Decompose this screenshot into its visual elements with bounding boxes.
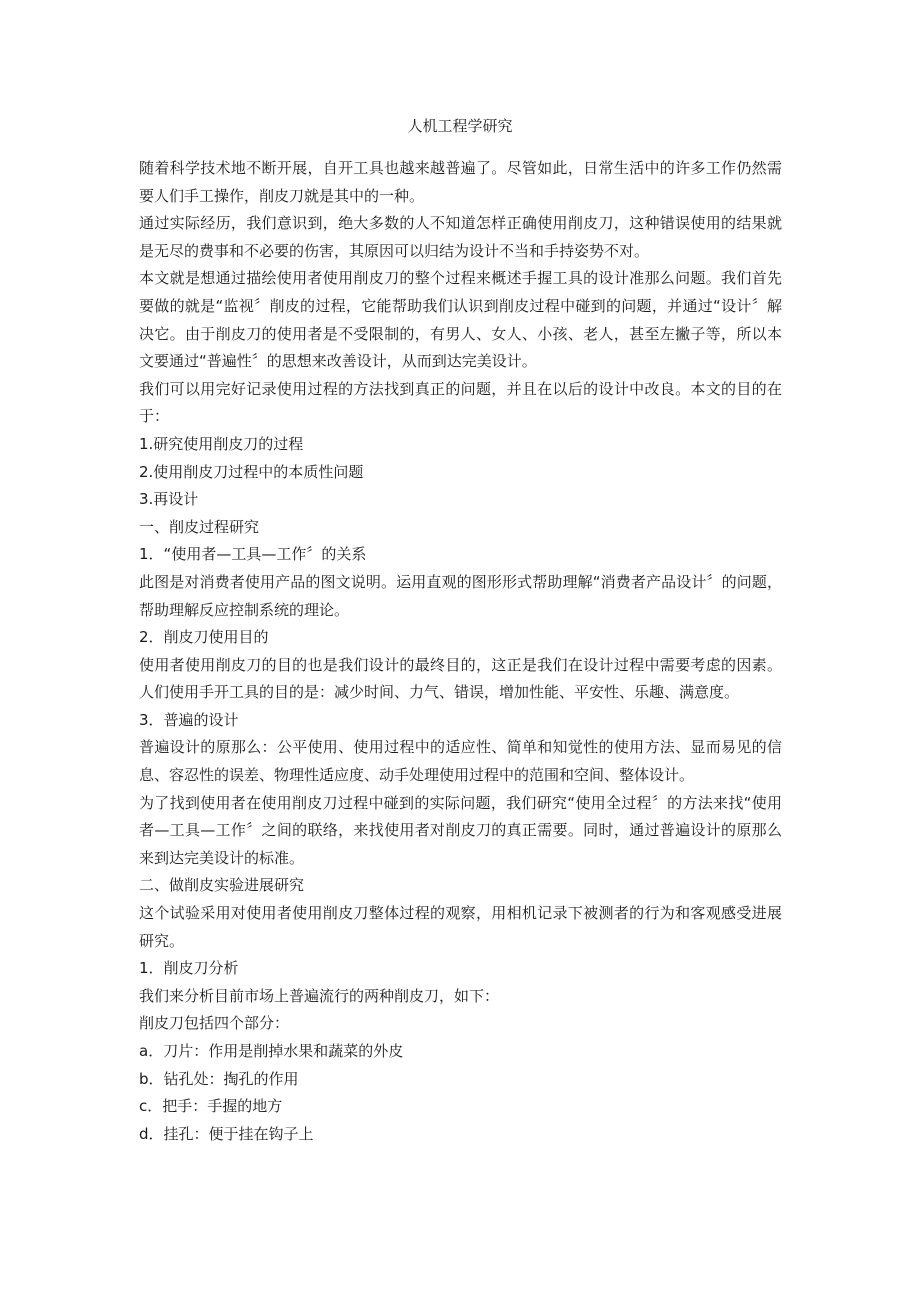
subsection-heading: 1．“使用者—工具—工作〞的关系 xyxy=(139,545,367,564)
list-item: d．挂孔：便于挂在钩子上 xyxy=(139,1124,314,1143)
paragraph: 削皮刀包括四个部分： xyxy=(139,1014,290,1033)
document-body xyxy=(139,155,782,1148)
list-item: 3.再设计 xyxy=(139,490,199,509)
list-item: c．把手：手握的地方 xyxy=(139,1097,283,1116)
subsection-heading: 3．普遍的设计 xyxy=(139,710,239,729)
list-item: 1.研究使用削皮刀的过程 xyxy=(139,434,304,453)
paragraph: 本文就是想通过描绘使用者使用削皮刀的整个过程来概述手握工具的设计准那么问题。我们首先要做的就是“监视〞削皮的过程，它能帮助我们认识到削皮过程中碰到的问题，并通过“设计〞解决它。由于削皮刀的使用者是不受限制的，有男人、女人、小孩、老人，甚至左撇子等，所以本文要通过“普遍性〞的思想来改善设计，从而到达完美设计。 xyxy=(139,269,782,371)
paragraph: 为了找到使用者在使用削皮刀过程中碰到的实际问题，我们研究“使用全过程〞的方法来找“使用者—工具—工作〞之间的联络，来找使用者对削皮刀的真正需要。同时，通过普遍设计的原那么来到达完美设计的标准。 xyxy=(139,793,782,867)
section-heading: 二、做削皮实验进展研究 xyxy=(139,876,305,895)
paragraph: 通过实际经历，我们意识到，绝大多数的人不知道怎样正确使用削皮刀，这种错误使用的结果就是无尽的费事和不必要的伤害，其原因可以归结为设计不当和手持姿势不对。 xyxy=(139,214,782,260)
paragraph: 使用者使用削皮刀的目的也是我们设计的最终目的，这正是我们在设计过程中需要考虑的因素。人们使用手开工具的目的是：减少时间、力气、错误，增加性能、平安性、乐趣、满意度。 xyxy=(139,655,782,702)
paragraph: 这个试验采用对使用者使用削皮刀整体过程的观察，用相机记录下被测者的行为和客观感受进展研究。 xyxy=(139,904,782,950)
section-heading: 一、削皮过程研究 xyxy=(139,517,260,536)
paragraph: 普遍设计的原那么：公平使用、使用过程中的适应性、简单和知觉性的使用方法、显而易见的信息、容忍性的误差、物理性适应度、动手处理使用过程中的范围和空间、整体设计。 xyxy=(139,738,782,785)
subsection-heading: 2．削皮刀使用目的 xyxy=(139,628,269,647)
subsection-heading: 1．削皮刀分析 xyxy=(139,959,239,978)
list-item: b．钻孔处：掏孔的作用 xyxy=(139,1069,299,1088)
paragraph: 我们来分析目前市场上普遍流行的两种削皮刀，如下： xyxy=(139,986,500,1005)
list-item: 2.使用削皮刀过程中的本质性问题 xyxy=(139,462,364,481)
paragraph: 我们可以用完好记录使用过程的方法找到真正的问题，并且在以后的设计中改良。本文的目的在于： xyxy=(139,379,782,426)
list-item: a．刀片：作用是削掉水果和蔬菜的外皮 xyxy=(139,1042,404,1060)
paragraph: 随着科学技术地不断开展，自开工具也越来越普遍了。尽管如此，日常生活中的许多工作仍然需要人们手工操作，削皮刀就是其中的一种。 xyxy=(139,159,782,205)
paragraph: 此图是对消费者使用产品的图文说明。运用直观的图形形式帮助理解“消费者产品设计〞的问题，帮助理解反应控制系统的理论。 xyxy=(139,572,782,619)
document-title: 人机工程学研究 xyxy=(407,117,513,135)
